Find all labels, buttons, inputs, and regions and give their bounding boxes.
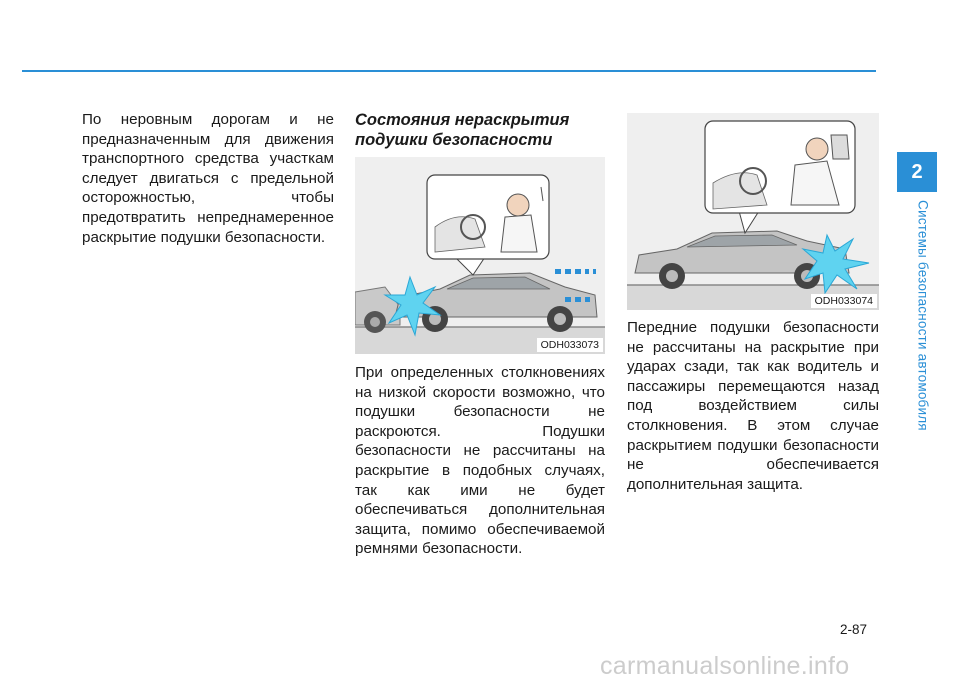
- paragraph-middle: При определенных столкновениях на низкой скорости возможно, что подушки безопасности не раскроются. Подушки безопасности не рассчитаны на раскрытие в подобных случаях, так как ими не будет обеспечиваться дополнительная защита, помимо обеспечиваемой ремнями безопасности.: [355, 364, 605, 558]
- figure1-code: ODH033073: [537, 338, 603, 352]
- figure-frontal-collision: [355, 157, 605, 354]
- section-heading-line1: Состояния нераскрытия: [355, 111, 570, 129]
- chapter-tab: 2: [897, 152, 937, 192]
- top-rule: [22, 70, 876, 72]
- chapter-title: Системы безопасности автомобиля: [915, 200, 931, 431]
- page-number: 2-87: [840, 622, 868, 637]
- figure-rear-collision: [627, 113, 879, 310]
- figure2-code: ODH033074: [811, 294, 877, 308]
- chapter-title-vertical: [897, 200, 937, 430]
- paragraph-right: Передние подушки безопасности не рассчитаны на раскрытие при ударах сзади, так как водитель и пассажиры перемещаются назад под воздействием силы столкновения. В этом случае раскрытием подушки безопасности не обеспечивается дополнительная защита.: [627, 319, 879, 493]
- rear-collision-illustration: [627, 113, 879, 310]
- watermark: carmanualsonline.info: [600, 652, 850, 680]
- section-heading-line2: подушки безопасности: [355, 131, 553, 149]
- section-heading: [355, 110, 615, 150]
- paragraph-left: По неровным дорогам и не предназначенным для движения транспортного средства участкам следует двигаться с предельной осторожностью, чтобы предотвратить непреднамеренное раскрытие подушки безопасности.: [82, 111, 334, 246]
- frontal-collision-illustration: [355, 157, 605, 354]
